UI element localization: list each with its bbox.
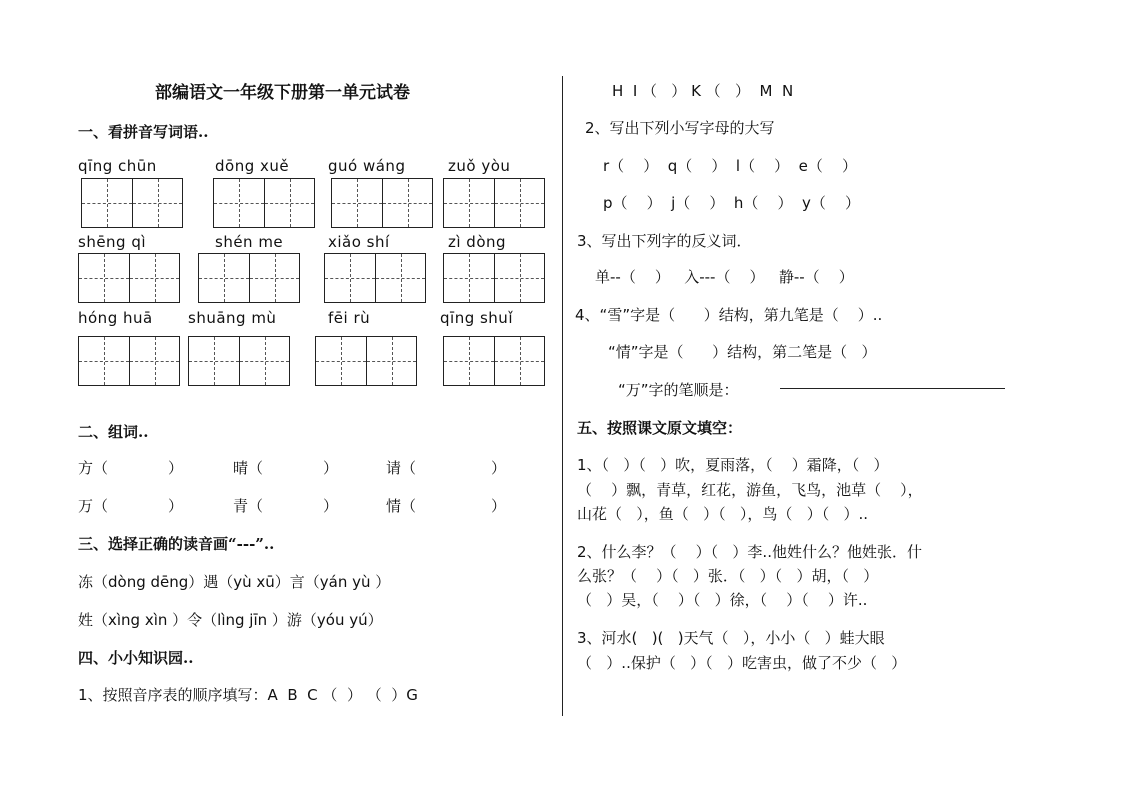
writing-grid[interactable] (198, 253, 300, 303)
q2-heading: 2、写出下列小写字母的大写 (585, 119, 775, 137)
fill-line: （ ）飘，青草，红花，游鱼，飞鸟，池草（ ）， (577, 481, 923, 499)
fill-line: 1、（ ）（ ）吹，夏雨落，（ ）霜降，（ ） (577, 456, 889, 474)
writing-grid[interactable] (315, 336, 417, 386)
word-item: 情（ ） (386, 497, 507, 515)
reading-line: 冻（dòng dēng）遇（yù xū）言（yán yù ） (78, 573, 391, 591)
pinyin-label: shén me (215, 233, 284, 251)
fill-line: 么张？（ ）（ ）张．（ ）（ ）胡，（ ） (577, 567, 879, 585)
fill-line: （ ）吴，（ ）（ ）徐，（ ）（ ）许.. (577, 591, 868, 609)
writing-grid[interactable] (443, 253, 545, 303)
pinyin-label: shēng qì (78, 233, 147, 251)
writing-grid[interactable] (78, 253, 180, 303)
word-item: 方（ ） (78, 459, 184, 477)
fill-line: 山花（ ），鱼（ ）（ ），鸟（ ）（ ）.. (577, 505, 869, 523)
writing-grid[interactable] (331, 178, 433, 228)
writing-grid[interactable] (81, 178, 183, 228)
section1-heading: 一、看拼音写词语.. (78, 123, 209, 141)
fill-line: （ ）..保护（ ）（ ）吃害虫，做了不少（ ） (577, 654, 907, 672)
q2-row: r（ ） q（ ） l（ ） e（ ） (603, 157, 857, 175)
fill-line: 2、什么李？（ ）（ ）李..他姓什么？他姓张．什 (577, 543, 922, 561)
fill-line: 3、河水( )( )天气（ ），小小（ ）蛙大眼 (577, 629, 885, 647)
writing-grid[interactable] (324, 253, 426, 303)
stroke-order-answer-line[interactable] (780, 388, 1005, 389)
pinyin-label: qīng chūn (78, 157, 157, 175)
section5-heading: 五、按照课文原文填空： (577, 419, 743, 437)
q3-row: 单--（ ） 入---（ ） 静--（ ） (595, 268, 854, 286)
word-item: 青（ ） (233, 497, 339, 515)
page-title: 部编语文一年级下册第一单元试卷 (155, 83, 410, 103)
writing-grid[interactable] (188, 336, 290, 386)
writing-grid[interactable] (443, 336, 545, 386)
writing-grid[interactable] (443, 178, 545, 228)
q2-row: p（ ） j（ ） h（ ） y（ ） (603, 194, 860, 212)
pinyin-label: fēi rù (328, 309, 371, 327)
q4-line: “情”字是（ ）结构，第二笔是（ ） (608, 343, 877, 361)
q1-line: 1、按照音序表的顺序填写：A B C （ ） （ ）G (78, 686, 418, 704)
q4-line: 4、“雪”字是（ ）结构，第九笔是（ ）.. (575, 306, 883, 324)
writing-grid[interactable] (78, 336, 180, 386)
pinyin-label: xiǎo shí (328, 233, 390, 251)
q1-continuation: H I （ ） K （ ） M N (612, 82, 794, 100)
pinyin-label: shuāng mù (188, 309, 277, 327)
pinyin-label: dōng xuě (215, 157, 290, 175)
word-item: 晴（ ） (233, 459, 339, 477)
column-divider (562, 76, 563, 716)
pinyin-label: guó wáng (328, 157, 406, 175)
pinyin-label: zì dòng (448, 233, 507, 251)
q3-heading: 3、写出下列字的反义词． (577, 232, 752, 250)
writing-grid[interactable] (213, 178, 315, 228)
section3-heading: 三、选择正确的读音画“---”.. (78, 535, 275, 553)
pinyin-label: qīng shuǐ (440, 309, 513, 327)
section4-heading: 四、小小知识园.. (78, 649, 194, 667)
word-item: 请（ ） (386, 459, 507, 477)
q4-line: “万”字的笔顺是： (618, 381, 739, 399)
reading-line: 姓（xìng xìn ）令（lìng jīn ）游（yóu yú） (78, 611, 383, 629)
section2-heading: 二、组词.. (78, 423, 149, 441)
pinyin-label: zuǒ yòu (448, 157, 511, 175)
pinyin-label: hóng huā (78, 309, 153, 327)
word-item: 万（ ） (78, 497, 184, 515)
